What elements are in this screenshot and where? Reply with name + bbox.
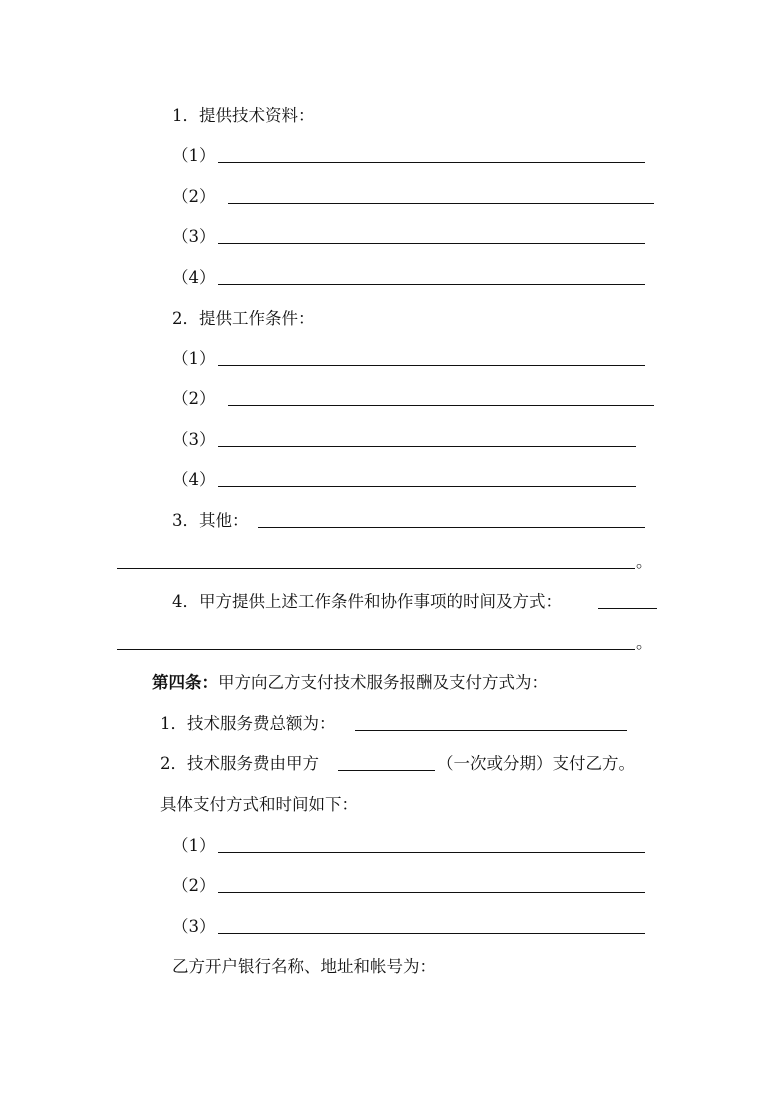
article-4-pay-prefix: 2．技术服务费由甲方 (160, 754, 319, 773)
section-2-item-1-blank[interactable] (218, 365, 645, 366)
section-2-item-3-label: （3） (172, 430, 216, 449)
section-4-continuation-blank[interactable] (117, 649, 635, 650)
section-3-blank[interactable] (258, 527, 645, 528)
section-1-heading: 1．提供技术资料： (172, 106, 315, 125)
section-3-end-mark: 。 (636, 552, 653, 571)
section-2-item-2-blank[interactable] (228, 405, 654, 406)
section-1-item-1-label: （1） (172, 146, 216, 165)
section-4-end-mark: 。 (636, 633, 653, 652)
article-4-item-2-label: （2） (172, 876, 216, 895)
section-2-item-4-blank[interactable] (218, 486, 636, 487)
section-4-label: 4．甲方提供上述工作条件和协作事项的时间及方式： (172, 592, 562, 611)
article-4-title: 第四条： (152, 673, 218, 692)
section-3-label: 3．其他： (172, 511, 249, 530)
section-2-item-1-label: （1） (172, 349, 216, 368)
section-3-continuation-blank[interactable] (117, 568, 635, 569)
article-4-item-1-blank[interactable] (218, 852, 645, 853)
article-4-pay-method-blank[interactable] (338, 770, 435, 771)
article-4-item-1-label: （1） (172, 836, 216, 855)
section-1-item-1-blank[interactable] (218, 162, 645, 163)
section-2-heading: 2．提供工作条件： (172, 309, 315, 328)
section-2-item-2-label: （2） (172, 389, 216, 408)
section-1-item-4-blank[interactable] (218, 284, 645, 285)
article-4-total-blank[interactable] (355, 730, 627, 731)
article-4-pay-suffix: （一次或分期）支付乙方。 (437, 754, 635, 773)
article-4-item-2-blank[interactable] (218, 892, 645, 893)
article-4-heading (152, 673, 548, 693)
section-1-item-3-label: （3） (172, 227, 216, 246)
section-1-item-2-label: （2） (172, 187, 216, 206)
section-2-item-4-label: （4） (172, 470, 216, 489)
article-4-details-label: 具体支付方式和时间如下： (160, 795, 358, 814)
article-4-bank-label: 乙方开户银行名称、地址和帐号为： (172, 957, 436, 976)
article-4-total-label: 1．技术服务费总额为： (160, 714, 336, 733)
section-4-blank[interactable] (598, 608, 657, 609)
section-1-item-3-blank[interactable] (218, 243, 645, 244)
article-4-item-3-label: （3） (172, 917, 216, 936)
article-4-text: 甲方向乙方支付技术服务报酬及支付方式为： (218, 673, 548, 692)
article-4-item-3-blank[interactable] (218, 933, 645, 934)
section-2-item-3-blank[interactable] (218, 446, 636, 447)
section-1-item-2-blank[interactable] (228, 203, 654, 204)
section-1-item-4-label: （4） (172, 268, 216, 287)
